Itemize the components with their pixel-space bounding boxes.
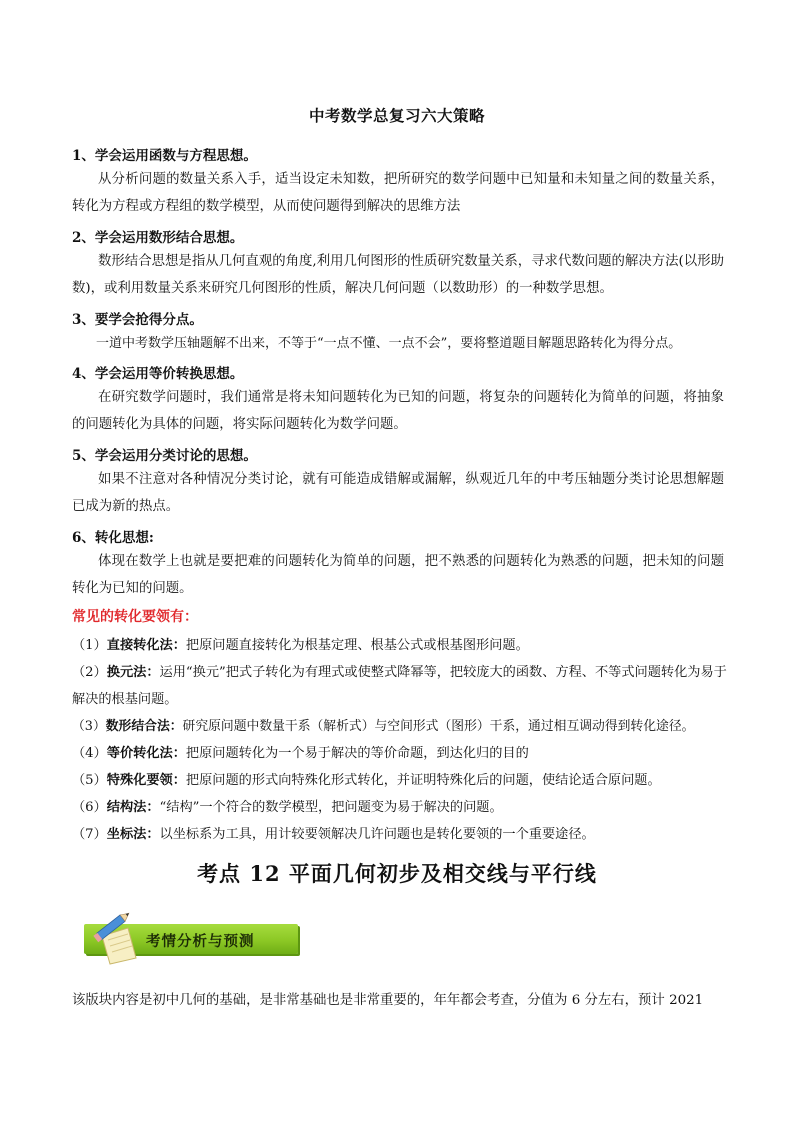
method-text: “结构”一个符合的数学模型，把问题变为易于解决的问题。 <box>159 800 503 815</box>
topic-title: 考点 12 平面几何初步及相交线与平行线 <box>197 861 597 886</box>
method-number: （7） <box>72 827 107 842</box>
method-item-4 <box>72 740 728 767</box>
pencil-paper-icon <box>88 906 144 966</box>
method-name: 坐标法： <box>106 827 160 842</box>
method-item-1 <box>72 632 728 659</box>
method-item-2 <box>72 659 728 713</box>
method-text: 研究原问题中数量干系（解析式）与空间形式（图形）干系，通过相互调动得到转化途径。 <box>182 719 695 734</box>
section-paragraph-6: 体现在数学上也就是要把难的问题转化为简单的问题，把不熟悉的问题转化为熟悉的问题，把未知的问题转化为已知的问题。 <box>72 554 724 596</box>
method-text: 把原问题转化为一个易于解决的等价命题，到达化归的目的 <box>185 746 529 761</box>
method-item-6 <box>72 794 728 821</box>
section-paragraph-3: 一道中考数学压轴题解不出来，不等于“一点不懂、一点不会”，要将整道题目解题思路转化为得分点。 <box>96 336 682 351</box>
method-name: 结构法： <box>106 800 160 815</box>
method-text: 以坐标系为工具，用计较要领解决几许问题也是转化要领的一个重要途径。 <box>159 827 595 842</box>
method-number: （5） <box>72 773 107 788</box>
intro-paragraph: 该版块内容是初中几何的基础，是非常基础也是非常重要的，年年都会考查，分值为 6 分左右，预计 2021 <box>72 993 704 1008</box>
method-number: （6） <box>72 800 107 815</box>
method-text: 把原问题直接转化为根基定理、根基公式或根基图形问题。 <box>185 638 529 653</box>
method-number: （2） <box>72 665 107 680</box>
section-heading-6: 6、转化思想: <box>72 530 154 546</box>
method-item-5 <box>72 767 728 794</box>
section-paragraph-4: 在研究数学问题时，我们通常是将未知问题转化为已知的问题，将复杂的问题转化为简单的问题，将抽象的问题转化为具体的问题，将实际问题转化为数学问题。 <box>72 390 724 432</box>
method-item-3 <box>72 713 728 740</box>
methods-heading: 常见的转化要领有： <box>72 609 198 625</box>
method-number: （4） <box>72 746 107 761</box>
section-heading-3: 3、要学会抢得分点。 <box>72 312 203 328</box>
method-number: （3） <box>72 719 106 734</box>
page-title: 中考数学总复习六大策略 <box>308 106 485 125</box>
method-name: 特殊化要领： <box>106 773 186 788</box>
banner-label: 考情分析与预测 <box>146 933 255 950</box>
section-paragraph-1: 从分析问题的数量关系入手，适当设定未知数，把所研究的数学问题中已知量和未知量之间的数量关系，转化为方程或方程组的数学模型，从而使问题得到解决的思维方法 <box>72 172 724 214</box>
method-number: （1） <box>72 638 107 653</box>
method-name: 直接转化法： <box>106 638 186 653</box>
method-name: 等价转化法： <box>106 746 186 761</box>
method-name: 换元法： <box>106 665 160 680</box>
method-text: 运用“换元”把式子转化为有理式或使整式降幂等，把较庞大的函数、方程、不等式问题转化为易于解决的根基问题。 <box>72 665 727 707</box>
section-heading-4: 4、学会运用等价转换思想。 <box>72 366 244 382</box>
section-heading-1: 1、学会运用函数与方程思想。 <box>72 148 257 164</box>
section-banner <box>84 906 298 956</box>
section-paragraph-2: 数形结合思想是指从几何直观的角度,利用几何图形的性质研究数量关系，寻求代数问题的解决方法(以形助数)，或利用数量关系来研究几何图形的性质，解决几何问题（以数助形）的一种数学思想。 <box>72 254 724 296</box>
section-heading-5: 5、学会运用分类讨论的思想。 <box>72 448 257 464</box>
method-text: 把原问题的形式向特殊化形式转化，并证明特殊化后的问题，使结论适合原问题。 <box>185 773 661 788</box>
method-item-7 <box>72 821 728 848</box>
method-name: 数形结合法： <box>105 719 183 734</box>
section-heading-2: 2、学会运用数形结合思想。 <box>72 230 244 246</box>
section-paragraph-5: 如果不注意对各种情况分类讨论，就有可能造成错解或漏解，纵观近几年的中考压轴题分类讨论思想解题已成为新的热点。 <box>72 472 724 514</box>
